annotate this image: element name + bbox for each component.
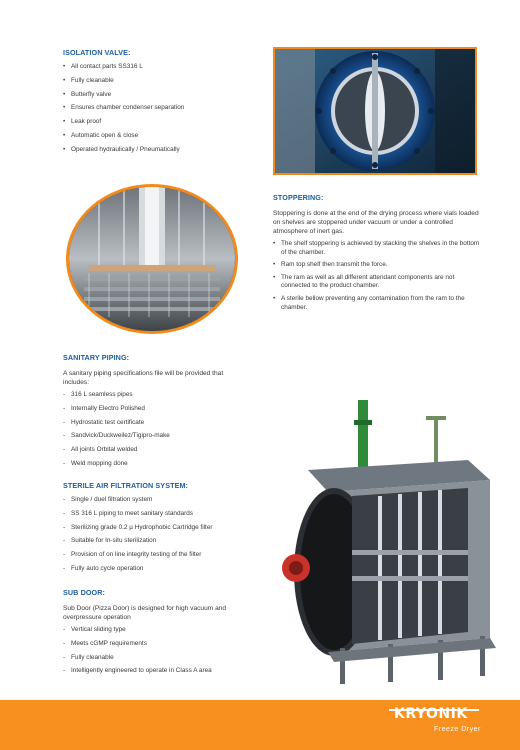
sterile-air-title: STERILE AIR FILTRATION SYSTEM: xyxy=(63,481,189,490)
sanitary-piping-list xyxy=(63,391,248,469)
stoppering-title: STOPPERING: xyxy=(273,193,324,202)
list-item: • The ram as well as all different attendant components are not connected to the product chamber. xyxy=(273,274,480,291)
list-item: - Hydrostatic test certificate xyxy=(63,419,248,428)
list-item: • Fully cleanable xyxy=(63,77,253,86)
stoppering-intro: Stoppering is done at the end of the drying process where vials loaded on shelves are stoppered under vacuum or under a controlled atmosphere of inert gas. xyxy=(273,210,479,235)
list-item: • All contact parts SS316 L xyxy=(63,63,253,72)
list-item: - All joints Orbital welded xyxy=(63,446,248,455)
sub-door-section xyxy=(63,588,253,676)
butterfly-valve-photo xyxy=(273,47,477,175)
list-item: - Provision of on line integrity testing of the filter xyxy=(63,551,263,560)
list-item: - Fully auto cycle operation xyxy=(63,565,263,574)
list-item: - Internally Electro Polished xyxy=(63,405,248,414)
sub-door-list xyxy=(63,626,253,676)
stoppering-list xyxy=(273,240,480,312)
sanitary-piping-section xyxy=(63,353,248,469)
list-item: • Ram top shelf then transmit the force. xyxy=(273,261,480,270)
list-item: - Meets cGMP requirements xyxy=(63,640,253,649)
sanitary-piping-intro: A sanitary piping specifications file will be provided that includes: xyxy=(63,370,224,386)
list-item: - Sandvick/Duckweilez/Tigipro-make xyxy=(63,432,248,441)
list-item: - Weld mopping done xyxy=(63,460,248,469)
footer-bar xyxy=(0,700,520,750)
list-item: - Vertical sliding type xyxy=(63,626,253,635)
sterile-air-list xyxy=(63,496,263,574)
list-item: - 316 L seamless pipes xyxy=(63,391,248,400)
freeze-dryer-machine-image xyxy=(268,400,498,690)
sterile-air-section xyxy=(63,481,263,574)
list-item: • Automatic open & close xyxy=(63,132,253,141)
brand-tagline: Freeze Dryer xyxy=(434,726,481,733)
list-item: • Operated hydraulically / Pneumatically xyxy=(63,146,253,155)
isolation-valve-list xyxy=(63,63,253,154)
list-item: • The shelf stoppering is achieved by stacking the shelves in the bottom of the chamber. xyxy=(273,240,480,257)
list-item: - Suitable for In-situ sterilization xyxy=(63,537,263,546)
list-item: • Leak proof xyxy=(63,118,253,127)
stoppering-chamber-photo xyxy=(66,184,238,334)
list-item: - Intelligently engineered to operate in Class A area xyxy=(63,667,253,676)
list-item: - Single / duel filtration system xyxy=(63,496,263,505)
stoppering-section xyxy=(273,193,480,312)
brand-logo: KRYONIK xyxy=(394,706,468,722)
sub-door-intro: Sub Door (Pizza Door) is designed for high vacuum and overpressure operation xyxy=(63,605,227,621)
list-item: - SS 316 L piping to meet sanitary standards xyxy=(63,510,263,519)
list-item: • A sterile bellow preventing any contamination from the ram to the chamber. xyxy=(273,295,480,312)
list-item: • Butterfly valve xyxy=(63,91,253,100)
isolation-valve-section xyxy=(63,48,253,154)
sub-door-title: SUB DOOR: xyxy=(63,588,106,597)
list-item: - Fully cleanable xyxy=(63,654,253,663)
sanitary-piping-title: SANITARY PIPING: xyxy=(63,353,130,362)
list-item: • Ensures chamber condenser separation xyxy=(63,104,253,113)
list-item: - Sterilizing grade 0.2 µ Hydrophobic Cartridge filter xyxy=(63,524,263,533)
isolation-valve-title: ISOLATION VALVE: xyxy=(63,48,131,57)
